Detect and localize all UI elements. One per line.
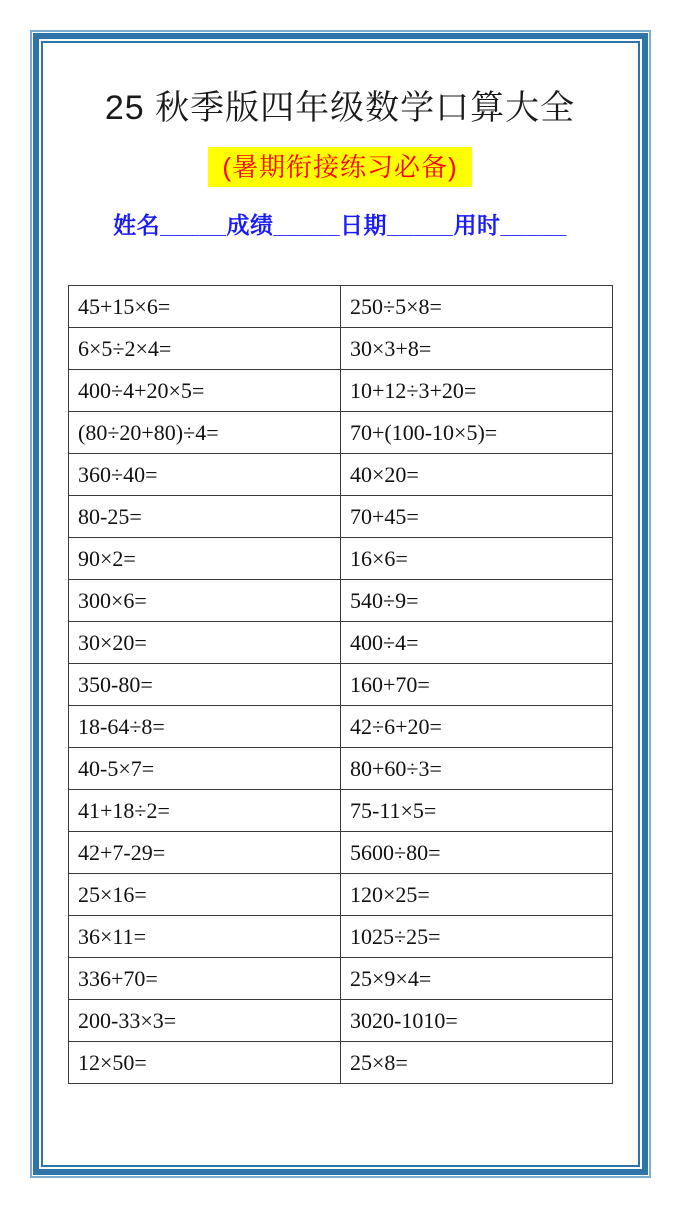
problems-table bbox=[68, 285, 613, 1084]
table-row bbox=[69, 538, 613, 580]
problem-cell: 90×2= bbox=[69, 538, 341, 580]
problem-cell: 160+70= bbox=[341, 664, 613, 706]
problem-cell: 6×5÷2×4= bbox=[69, 328, 341, 370]
problem-cell: 42÷6+20= bbox=[341, 706, 613, 748]
table-row bbox=[69, 370, 613, 412]
problem-cell: 18-64÷8= bbox=[69, 706, 341, 748]
problem-cell: 350-80= bbox=[69, 664, 341, 706]
table-row bbox=[69, 328, 613, 370]
problem-cell: 30×20= bbox=[69, 622, 341, 664]
table-row bbox=[69, 1042, 613, 1084]
table-row bbox=[69, 706, 613, 748]
table-row bbox=[69, 412, 613, 454]
problem-cell: (80÷20+80)÷4= bbox=[69, 412, 341, 454]
problem-cell: 25×8= bbox=[341, 1042, 613, 1084]
problem-cell: 10+12÷3+20= bbox=[341, 370, 613, 412]
problem-cell: 300×6= bbox=[69, 580, 341, 622]
problem-cell: 400÷4+20×5= bbox=[69, 370, 341, 412]
problem-cell: 16×6= bbox=[341, 538, 613, 580]
problem-cell: 41+18÷2= bbox=[69, 790, 341, 832]
table-row bbox=[69, 1000, 613, 1042]
problem-cell: 3020-1010= bbox=[341, 1000, 613, 1042]
table-row bbox=[69, 622, 613, 664]
problem-cell: 540÷9= bbox=[341, 580, 613, 622]
student-info-line: 姓名_____成绩_____日期_____用时_____ bbox=[113, 212, 567, 238]
problem-cell: 80-25= bbox=[69, 496, 341, 538]
problem-cell: 25×9×4= bbox=[341, 958, 613, 1000]
problem-cell: 70+45= bbox=[341, 496, 613, 538]
problem-cell: 40×20= bbox=[341, 454, 613, 496]
page-title: 25 秋季版四年级数学口算大全 bbox=[104, 89, 576, 127]
subtitle-container bbox=[0, 147, 680, 187]
problem-cell: 360÷40= bbox=[69, 454, 341, 496]
table-row bbox=[69, 874, 613, 916]
problem-cell: 30×3+8= bbox=[341, 328, 613, 370]
table-row bbox=[69, 454, 613, 496]
problem-cell: 1025÷25= bbox=[341, 916, 613, 958]
table-row bbox=[69, 916, 613, 958]
problem-cell: 80+60÷3= bbox=[341, 748, 613, 790]
table-row bbox=[69, 664, 613, 706]
table-row bbox=[69, 832, 613, 874]
problem-cell: 400÷4= bbox=[341, 622, 613, 664]
problem-cell: 36×11= bbox=[69, 916, 341, 958]
problem-cell: 75-11×5= bbox=[341, 790, 613, 832]
subtitle-highlight: (暑期衔接练习必备) bbox=[208, 147, 471, 187]
table-row bbox=[69, 958, 613, 1000]
problem-cell: 25×16= bbox=[69, 874, 341, 916]
table-row bbox=[69, 748, 613, 790]
problems-table-body bbox=[69, 286, 613, 1084]
problem-cell: 12×50= bbox=[69, 1042, 341, 1084]
problem-cell: 120×25= bbox=[341, 874, 613, 916]
table-row bbox=[69, 496, 613, 538]
problem-cell: 42+7-29= bbox=[69, 832, 341, 874]
problem-cell: 40-5×7= bbox=[69, 748, 341, 790]
problem-cell: 45+15×6= bbox=[69, 286, 341, 328]
problem-cell: 70+(100-10×5)= bbox=[341, 412, 613, 454]
problem-cell: 5600÷80= bbox=[341, 832, 613, 874]
table-row bbox=[69, 580, 613, 622]
problem-cell: 250÷5×8= bbox=[341, 286, 613, 328]
table-row bbox=[69, 790, 613, 832]
table-row bbox=[69, 286, 613, 328]
problem-cell: 200-33×3= bbox=[69, 1000, 341, 1042]
problem-cell: 336+70= bbox=[69, 958, 341, 1000]
